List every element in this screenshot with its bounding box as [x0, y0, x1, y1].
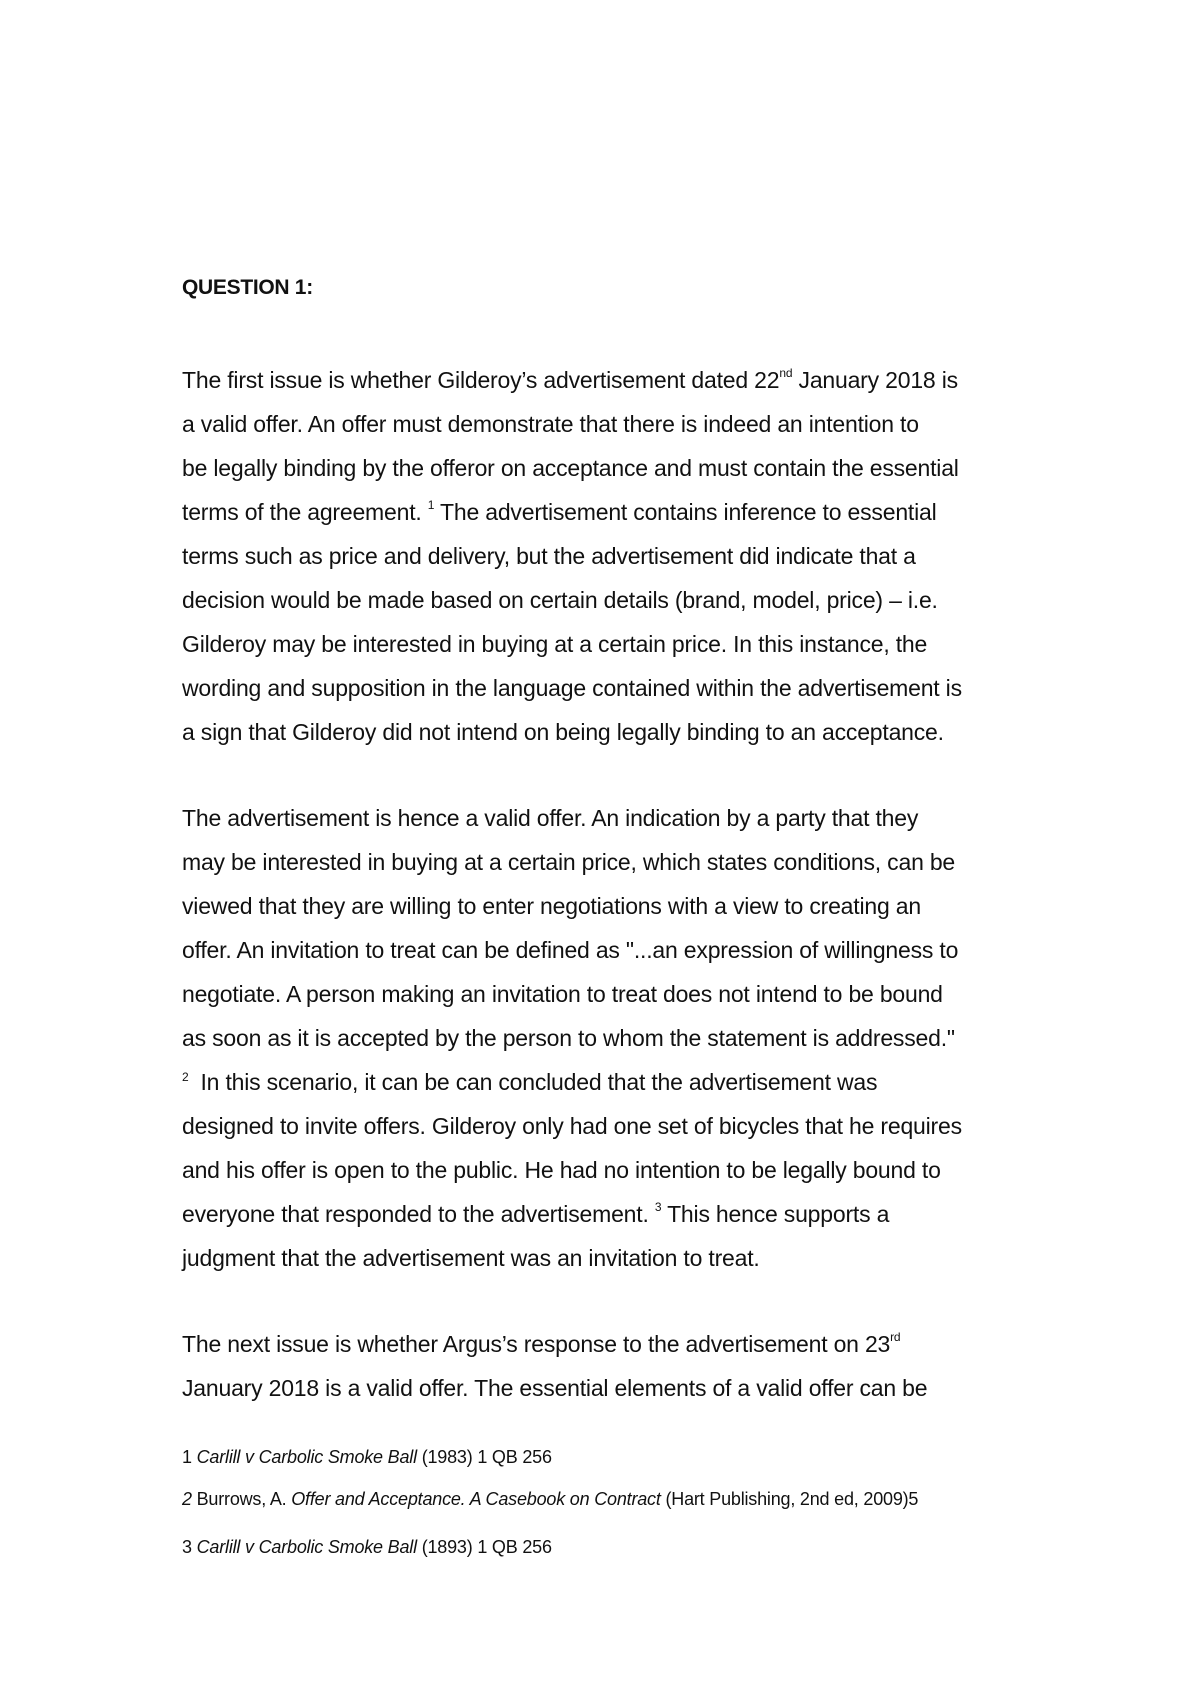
text-line: Gilderoy may be interested in buying at a certain price. In this instance, the	[182, 631, 928, 657]
text-line: viewed that they are willing to enter negotiations with a view to creating an	[182, 893, 921, 919]
paragraph-next-issue	[182, 1322, 1042, 1410]
text-line: terms such as price and delivery, but the advertisement did indicate that a	[182, 543, 916, 569]
text-line: January 2018 is a valid offer. The essential elements of a valid offer can be	[182, 1375, 928, 1401]
footnote-1: 1 Carlill v Carbolic Smoke Ball (1983) 1 QB 256	[182, 1447, 552, 1467]
footnote-number: 3	[182, 1537, 192, 1557]
question-heading: QUESTION 1:	[182, 276, 313, 299]
text-line: designed to invite offers. Gilderoy only had one set of bicycles that he requires	[182, 1113, 962, 1139]
text-line: offer. An invitation to treat can be defined as "...an expression of willingness to	[182, 937, 959, 963]
footnote-ref-3[interactable]: 3	[654, 1200, 662, 1215]
case-title: Carlill v Carbolic Smoke Ball	[196, 1537, 417, 1557]
book-title: Offer and Acceptance. A Casebook on Contract	[291, 1489, 661, 1509]
text-line: The next issue is whether Argus’s response to the advertisement on 23rd	[182, 1330, 901, 1357]
case-title: Carlill v Carbolic Smoke Ball	[196, 1447, 417, 1467]
footnote-number: 1	[182, 1447, 192, 1467]
text-line: wording and supposition in the language contained within the advertisement is	[182, 675, 962, 701]
text-line: decision would be made based on certain details (brand, model, price) – i.e.	[182, 587, 938, 613]
text-line: judgment that the advertisement was an invitation to treat.	[182, 1245, 760, 1271]
text-line: and his offer is open to the public. He had no intention to be legally bound to	[182, 1157, 941, 1183]
paragraph-first-issue	[182, 358, 1042, 754]
text-line: a valid offer. An offer must demonstrate that there is indeed an intention to	[182, 411, 919, 437]
text-line: terms of the agreement. $^1$ The advertisement contains inference to essential	[182, 498, 937, 525]
text-line: The advertisement is hence a valid offer. An indication by a party that they	[182, 805, 919, 831]
text-line: as soon as it is accepted by the person to whom the statement is addressed."	[182, 1025, 955, 1051]
footnote-number: 2	[182, 1489, 192, 1509]
superscript-ordinal: nd	[779, 366, 793, 381]
text-line: negotiate. A person making an invitation to treat does not intend to be bound	[182, 981, 943, 1007]
text-line: may be interested in buying at a certain price, which states conditions, can be	[182, 849, 956, 875]
text-line: 2 In this scenario, it can be can concluded that the advertisement was	[182, 1069, 878, 1095]
text-line: everyone that responded to the advertisement. $^3$ This hence supports a	[182, 1200, 890, 1227]
text-line: be legally binding by the offeror on acceptance and must contain the essential	[182, 455, 959, 481]
superscript-ordinal: rd	[890, 1330, 901, 1345]
paragraph-invitation-to-treat	[182, 796, 1042, 1280]
text-line: a sign that Gilderoy did not intend on being legally binding to an acceptance.	[182, 719, 944, 745]
footnote-2: 2 Burrows, A. Offer and Acceptance. A Casebook on Contract (Hart Publishing, 2nd ed, 2009)5	[182, 1489, 919, 1509]
footnote-3: 3 Carlill v Carbolic Smoke Ball (1893) 1 QB 256	[182, 1537, 552, 1557]
text-line: The first issue is whether Gilderoy’s advertisement dated 22nd January 2018 is	[182, 366, 958, 393]
footnote-ref-1[interactable]: 1	[427, 498, 435, 513]
